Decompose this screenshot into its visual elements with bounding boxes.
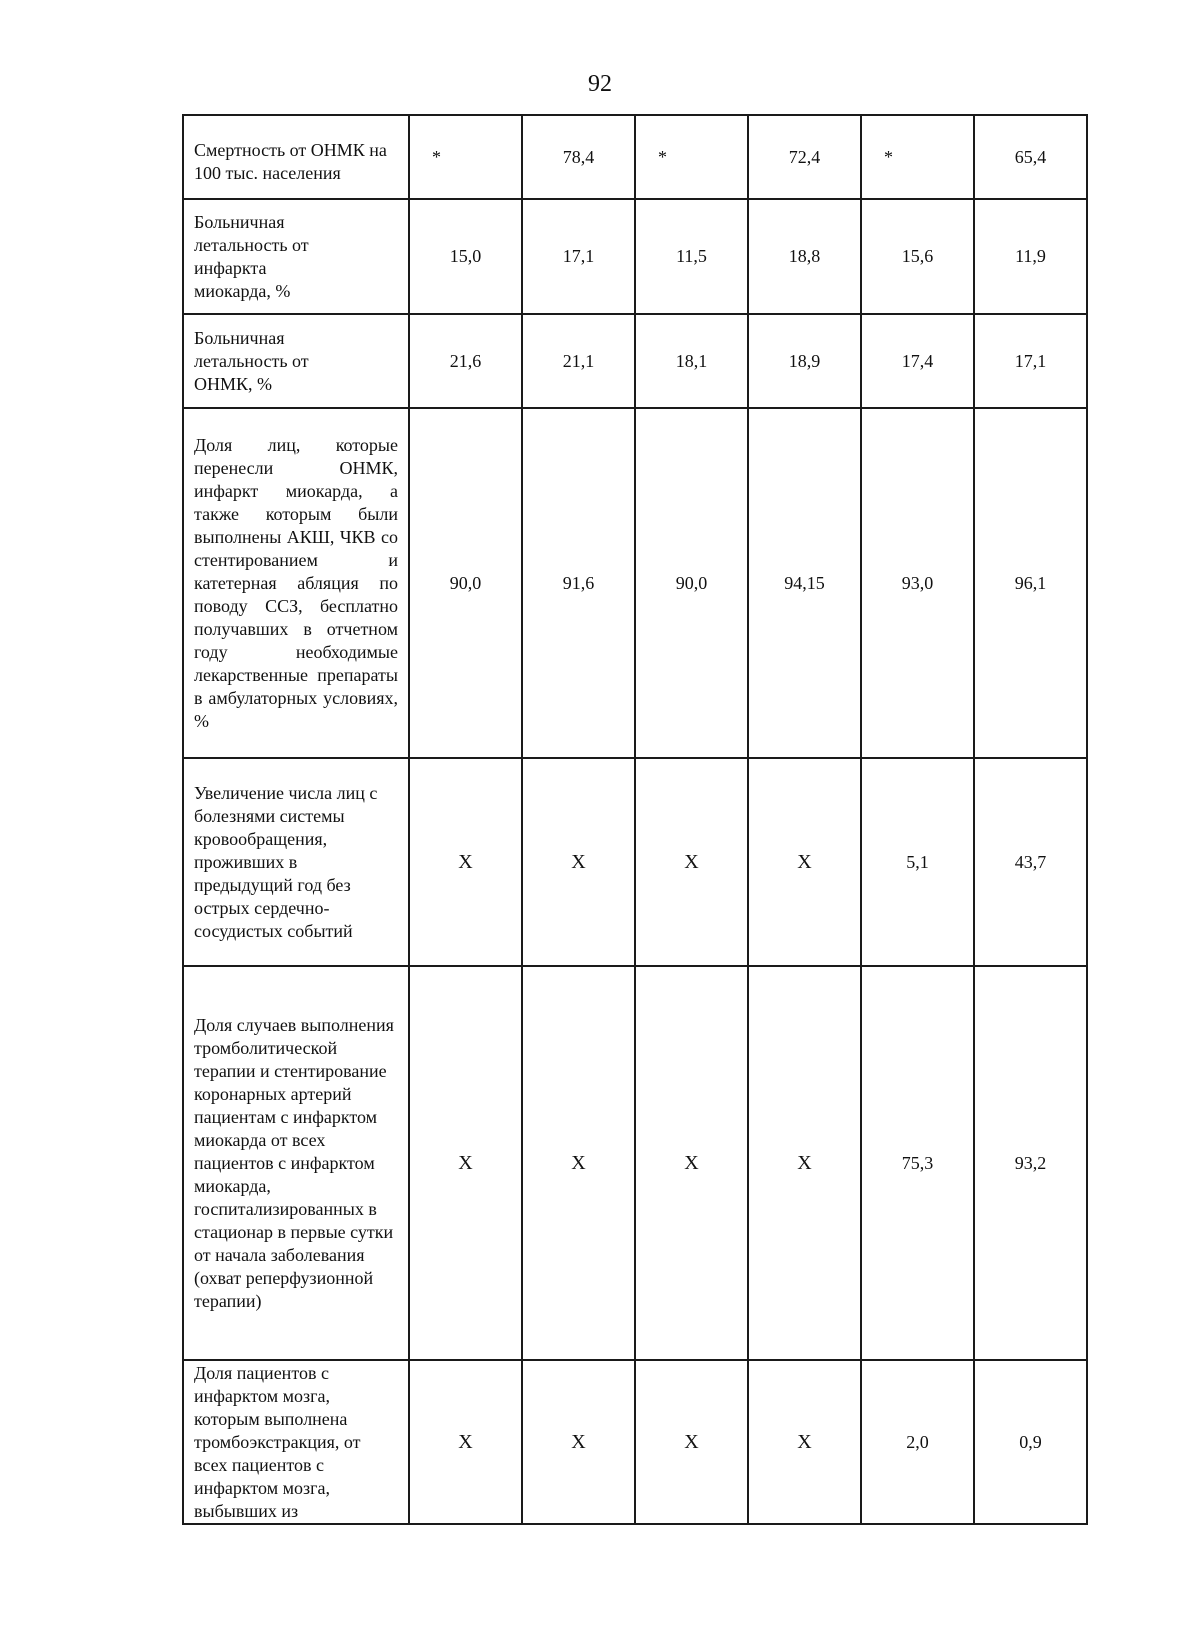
row-label: Больничная летальность от ОНМК, % (183, 314, 409, 408)
table-row (183, 408, 1087, 758)
table-cell: 72,4 (748, 115, 861, 199)
table-cell: 90,0 (409, 408, 522, 758)
table-cell: X (748, 1360, 861, 1524)
row-label: Доля лиц, которые перенесли ОНМК, инфаркт миокарда, а также которым были выполнены АКШ, ЧКВ со стентированием и катетерная абляция по поводу ССЗ, бесплатно получавших в отчетном году необходимые лекарственные препараты в амбулаторных условиях, % (183, 408, 409, 758)
table-cell: 2,0 (861, 1360, 974, 1524)
table-cell: 11,9 (974, 199, 1087, 314)
table-cell: 18,8 (748, 199, 861, 314)
table-cell: 93,2 (974, 966, 1087, 1360)
table-cell: * (409, 115, 522, 199)
table-row (183, 115, 1087, 199)
row-label: Доля случаев выполнения тромболитической терапии и стентирование коронарных артерий пациентам с инфарктом миокарда от всех пациентов с инфарктом миокарда, госпитализированных в стационар в первые сутки от начала заболевания (охват реперфузионной терапии) (183, 966, 409, 1360)
table-cell: 93,0 (861, 408, 974, 758)
table-cell: * (635, 115, 748, 199)
table-cell: 0,9 (974, 1360, 1087, 1524)
table-cell: X (522, 966, 635, 1360)
table-cell: X (409, 758, 522, 966)
row-label: Больничная летальность от инфаркта миокарда, % (183, 199, 409, 314)
table-row (183, 199, 1087, 314)
table-row (183, 314, 1087, 408)
page-number: 92 (588, 71, 612, 97)
table-cell: 15,0 (409, 199, 522, 314)
row-label: Увеличение числа лиц с болезнями системы кровообращения, проживших в предыдущий год без острых сердечно-сосудистых событий (183, 758, 409, 966)
table-cell: X (522, 1360, 635, 1524)
table-cell: X (409, 966, 522, 1360)
table-cell: 15,6 (861, 199, 974, 314)
table-cell: 18,9 (748, 314, 861, 408)
table-cell: 65,4 (974, 115, 1087, 199)
table-cell: 43,7 (974, 758, 1087, 966)
row-label: Доля пациентов с инфарктом мозга, которым выполнена тромбоэкстракция, от всех пациентов с инфарктом мозга, выбывших из (183, 1360, 409, 1524)
table-cell: X (409, 1360, 522, 1524)
table-cell: 21,1 (522, 314, 635, 408)
table-cell: 17,1 (522, 199, 635, 314)
table-cell: 90,0 (635, 408, 748, 758)
table-cell: 17,1 (974, 314, 1087, 408)
table-cell: X (748, 966, 861, 1360)
table-cell: X (748, 758, 861, 966)
table-cell: 96,1 (974, 408, 1087, 758)
table-cell: 94,15 (748, 408, 861, 758)
table-cell: 11,5 (635, 199, 748, 314)
table-cell: * (861, 115, 974, 199)
table-cell: 78,4 (522, 115, 635, 199)
table-cell: 91,6 (522, 408, 635, 758)
table-row (183, 758, 1087, 966)
table-cell: X (635, 1360, 748, 1524)
table-cell: X (635, 758, 748, 966)
table-row (183, 966, 1087, 1360)
table-cell: 21,6 (409, 314, 522, 408)
table-row (183, 1360, 1087, 1524)
indicators-table (182, 114, 1088, 1525)
table-cell: 18,1 (635, 314, 748, 408)
table-cell: 17,4 (861, 314, 974, 408)
table-cell: 5,1 (861, 758, 974, 966)
table-cell: X (522, 758, 635, 966)
table-cell: 75,3 (861, 966, 974, 1360)
row-label: Смертность от ОНМК на 100 тыс. населения (183, 115, 409, 199)
table-cell: X (635, 966, 748, 1360)
